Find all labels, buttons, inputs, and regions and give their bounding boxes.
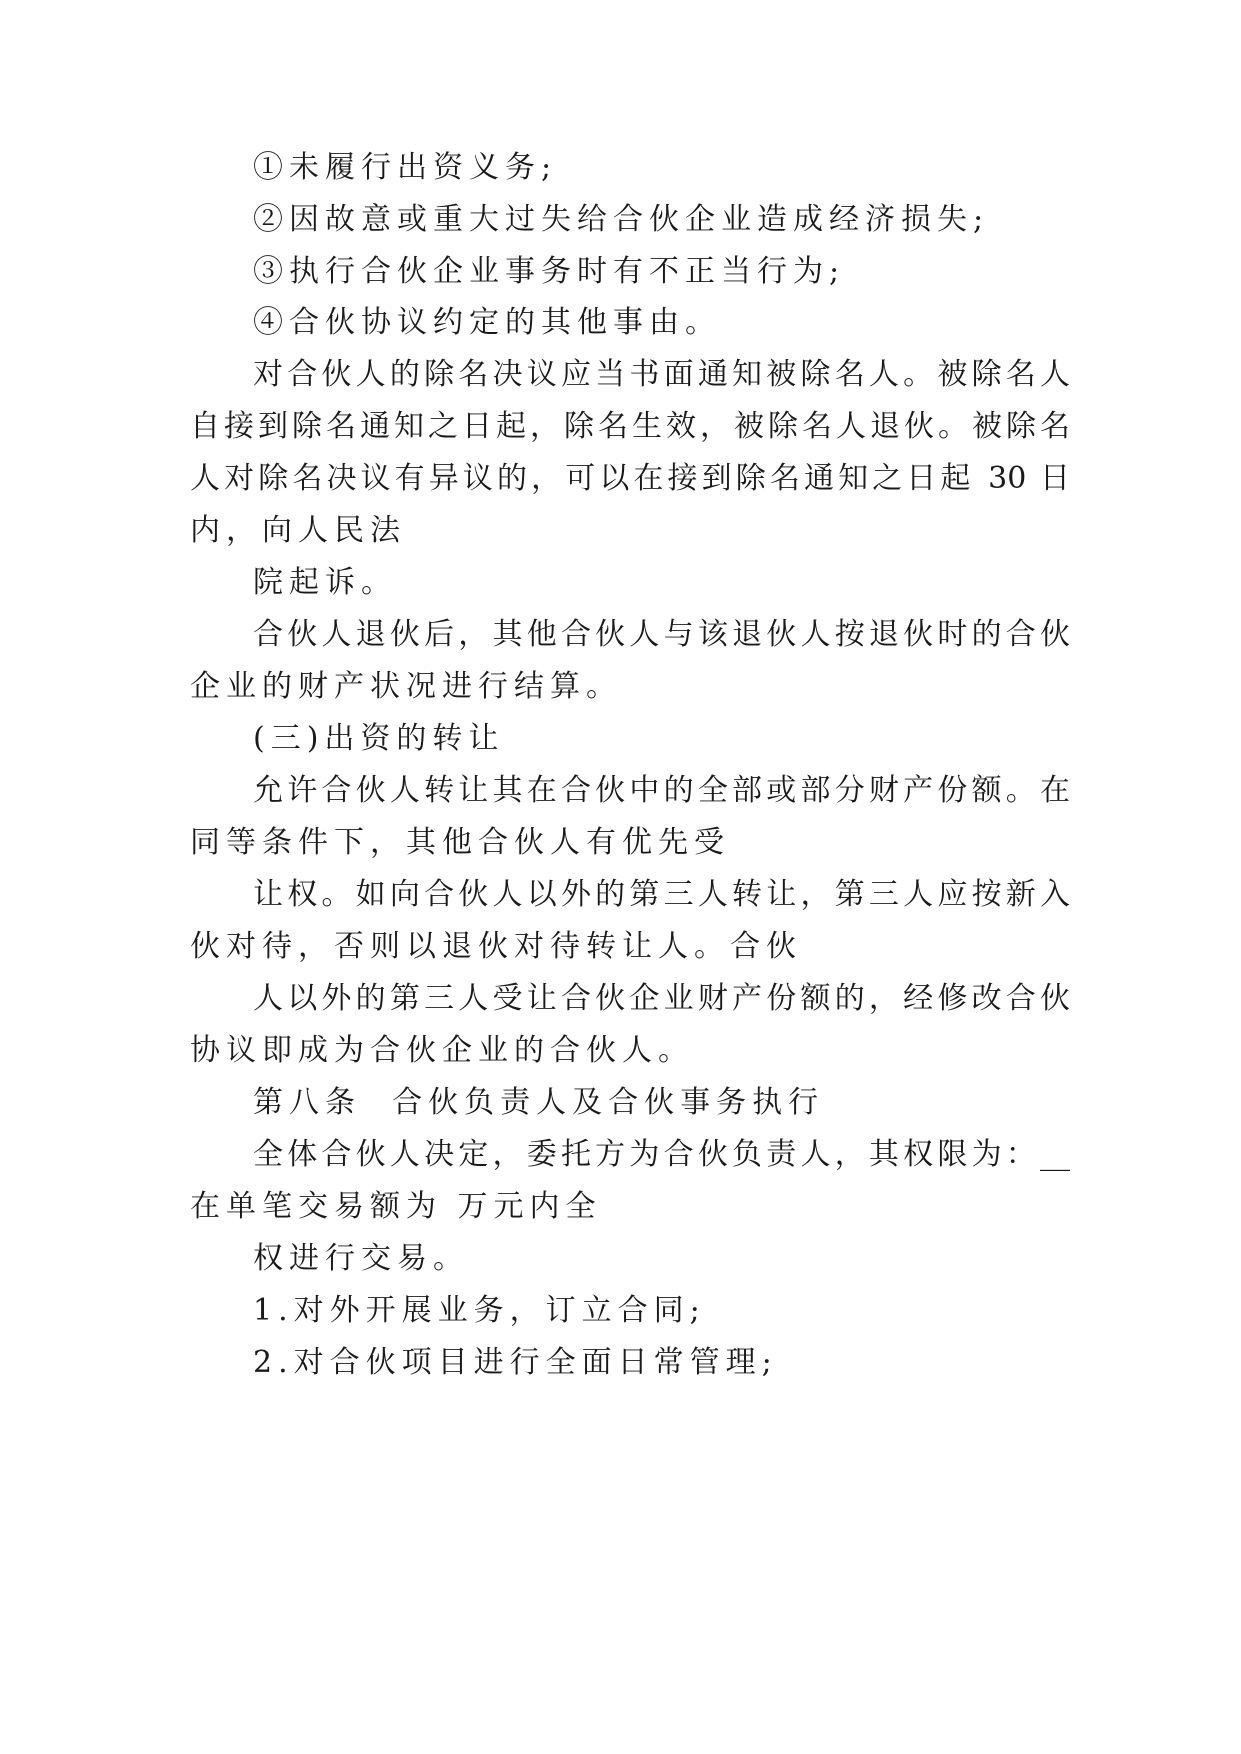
paragraph-line: 人以外的第三人受让合伙企业财产份额的，经修改合伙	[253, 981, 1070, 1016]
list-item: 2.对合伙项目进行全面日常管理;	[253, 1345, 778, 1380]
paragraph-line: 同等条件下，其他合伙人有优先受	[190, 825, 730, 860]
paragraph-line: 协议即成为合伙企业的合伙人。	[190, 1033, 694, 1068]
clause-item-3: ③执行合伙企业事务时有不正当行为;	[253, 254, 846, 289]
article-heading: 第八条 合伙负责人及合伙事务执行	[253, 1085, 825, 1120]
clause-item-2: ②因故意或重大过失给合伙企业造成经济损失;	[253, 202, 990, 237]
paragraph-line: 内，向人民法	[190, 513, 406, 548]
paragraph-line: 允许合伙人转让其在合伙中的全部或部分财产份额。在	[253, 773, 1070, 808]
paragraph-line: 人对除名决议有异议的，可以在接到除名通知之日起 30 日	[190, 461, 1070, 496]
section-heading: (三)出资的转让	[253, 721, 505, 756]
paragraph-line: 对合伙人的除名决议应当书面通知被除名人。被除名人	[253, 357, 1070, 392]
paragraph-line: 在单笔交易额为 万元内全	[190, 1189, 602, 1224]
paragraph-line: 企业的财产状况进行结算。	[190, 669, 622, 704]
list-item: 1.对外开展业务，订立合同;	[253, 1293, 706, 1328]
paragraph-line: 自接到除名通知之日起，除名生效，被除名人退伙。被除名	[190, 409, 1070, 444]
paragraph-line: 让权。如向合伙人以外的第三人转让，第三人应按新入	[253, 877, 1070, 912]
paragraph-line: 权进行交易。	[253, 1241, 469, 1276]
paragraph-line: 伙对待，否则以退伙对待转让人。合伙	[190, 929, 802, 964]
clause-item-1: ①未履行出资义务;	[253, 150, 558, 185]
clause-item-4: ④合伙协议约定的其他事由。	[253, 305, 721, 340]
paragraph-line: 全体合伙人决定，委托方为合伙负责人，其权限为：__	[253, 1137, 1070, 1172]
paragraph-line: 合伙人退伙后，其他合伙人与该退伙人按退伙时的合伙	[253, 617, 1070, 652]
paragraph-line: 院起诉。	[253, 565, 397, 600]
